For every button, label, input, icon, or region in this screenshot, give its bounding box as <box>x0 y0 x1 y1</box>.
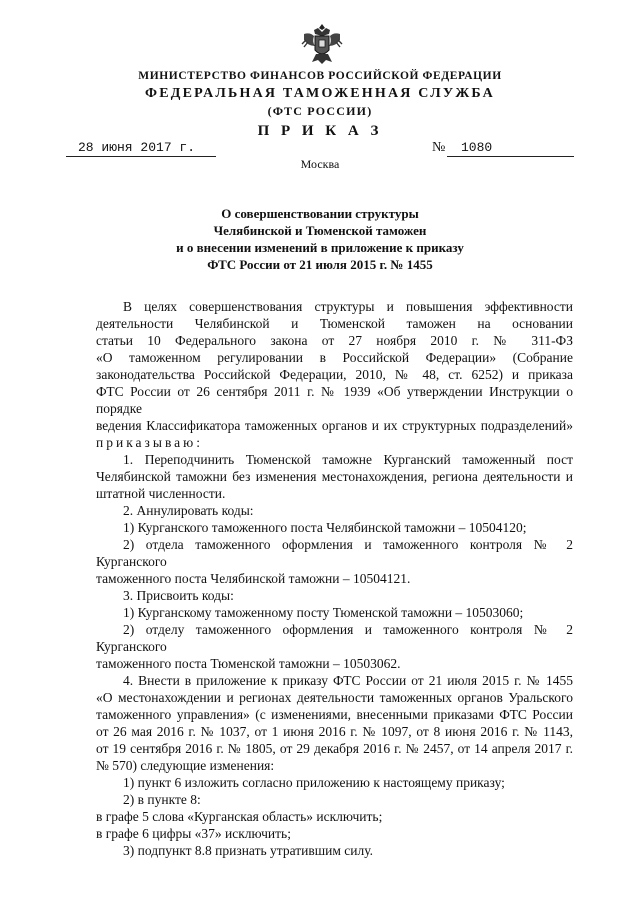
body-line: «О таможенном регулировании в Российской Федерации» (Собрание <box>96 350 573 365</box>
title-line: Челябинской и Тюменской таможен <box>213 223 427 238</box>
body-line: 1) Курганского таможенного поста Челябинской таможни – 10504120; <box>123 520 527 535</box>
body-line: 2) в пункте 8: <box>123 792 201 807</box>
body-line: 3. Присвоить коды: <box>123 588 234 603</box>
body-line: 1) Курганскому таможенному посту Тюменской таможни – 10503060; <box>123 605 524 620</box>
body-line: 2. Аннулировать коды: <box>123 503 254 518</box>
order-number: 1080 <box>447 140 574 157</box>
body-line: таможенного поста Челябинской таможни – 10504121. <box>96 571 411 586</box>
body-line: штатной численности. <box>96 486 226 501</box>
order-date: 28 июня 2017 г. <box>66 140 216 157</box>
body-line: таможенного поста Тюменской таможни – 10503062. <box>96 656 401 671</box>
body-line: в графе 6 цифры «37» исключить; <box>96 826 291 841</box>
body-line: законодательства Российской Федерации, 2010, № 48, ст. 6252) и приказа <box>96 367 573 382</box>
body-line: № 570) следующие изменения: <box>96 758 275 773</box>
document-type: П Р И К А З <box>257 123 383 139</box>
body-line: «О местонахождении и регионах деятельности таможенных органов Уральского <box>96 690 573 705</box>
title-line: ФТС России от 21 июля 2015 г. № 1455 <box>207 257 433 272</box>
body-line: деятельности Челябинской и Тюменской таможен на основании <box>96 316 573 331</box>
order-body <box>96 298 573 859</box>
body-line: от 26 мая 2016 г. № 1037, от 1 июня 2016 г. № 1097, от 8 июня 2016 г. № 1143, <box>96 724 573 739</box>
service-name: ФЕДЕРАЛЬНАЯ ТАМОЖЕННАЯ СЛУЖБА <box>145 86 495 101</box>
order-title <box>0 205 640 273</box>
body-line: ведения Классификатора таможенных органов и их структурных подразделений» <box>96 418 573 433</box>
body-line: 2) отдела таможенного оформления и таможенного контроля № 2 Курганского <box>96 537 573 569</box>
number-sign: № <box>432 140 446 155</box>
city: Москва <box>300 157 340 171</box>
body-line: таможенного управления» (с изменениями, внесенными приказами ФТС России <box>96 707 573 722</box>
body-line: 2) отделу таможенного оформления и таможенного контроля № 2 Курганского <box>96 622 573 654</box>
body-line: в графе 5 слова «Курганская область» исключить; <box>96 809 383 824</box>
body-line: 3) подпункт 8.8 признать утратившим силу. <box>123 843 373 858</box>
body-line: Челябинской таможни без изменения местонахождения, региона деятельности и <box>96 469 573 484</box>
title-line: О совершенствовании структуры <box>221 206 419 221</box>
coat-of-arms-icon <box>300 20 344 68</box>
body-line: приказываю: <box>96 435 203 450</box>
body-line: 1. Переподчинить Тюменской таможне Курганский таможенный пост <box>123 452 573 467</box>
body-line: статьи 10 Федерального закона от 27 ноября 2010 г. № 311-ФЗ <box>96 333 573 348</box>
service-short-name: (ФТС РОССИИ) <box>267 104 373 118</box>
body-line: 4. Внести в приложение к приказу ФТС России от 21 июля 2015 г. № 1455 <box>123 673 573 688</box>
body-line: В целях совершенствования структуры и повышения эффективности <box>123 299 573 314</box>
ministry-name: МИНИСТЕРСТВО ФИНАНСОВ РОССИЙСКОЙ ФЕДЕРАЦИИ <box>138 70 502 82</box>
body-line: ФТС России от 26 сентября 2011 г. № 1939 «Об утверждении Инструкции о порядке <box>96 384 573 416</box>
title-line: и о внесении изменений в приложение к приказу <box>176 240 464 255</box>
body-line: от 19 сентября 2016 г. № 1805, от 29 декабря 2016 г. № 2457, от 14 апреля 2017 г. <box>96 741 573 756</box>
body-line: 1) пункт 6 изложить согласно приложению к настоящему приказу; <box>123 775 505 790</box>
